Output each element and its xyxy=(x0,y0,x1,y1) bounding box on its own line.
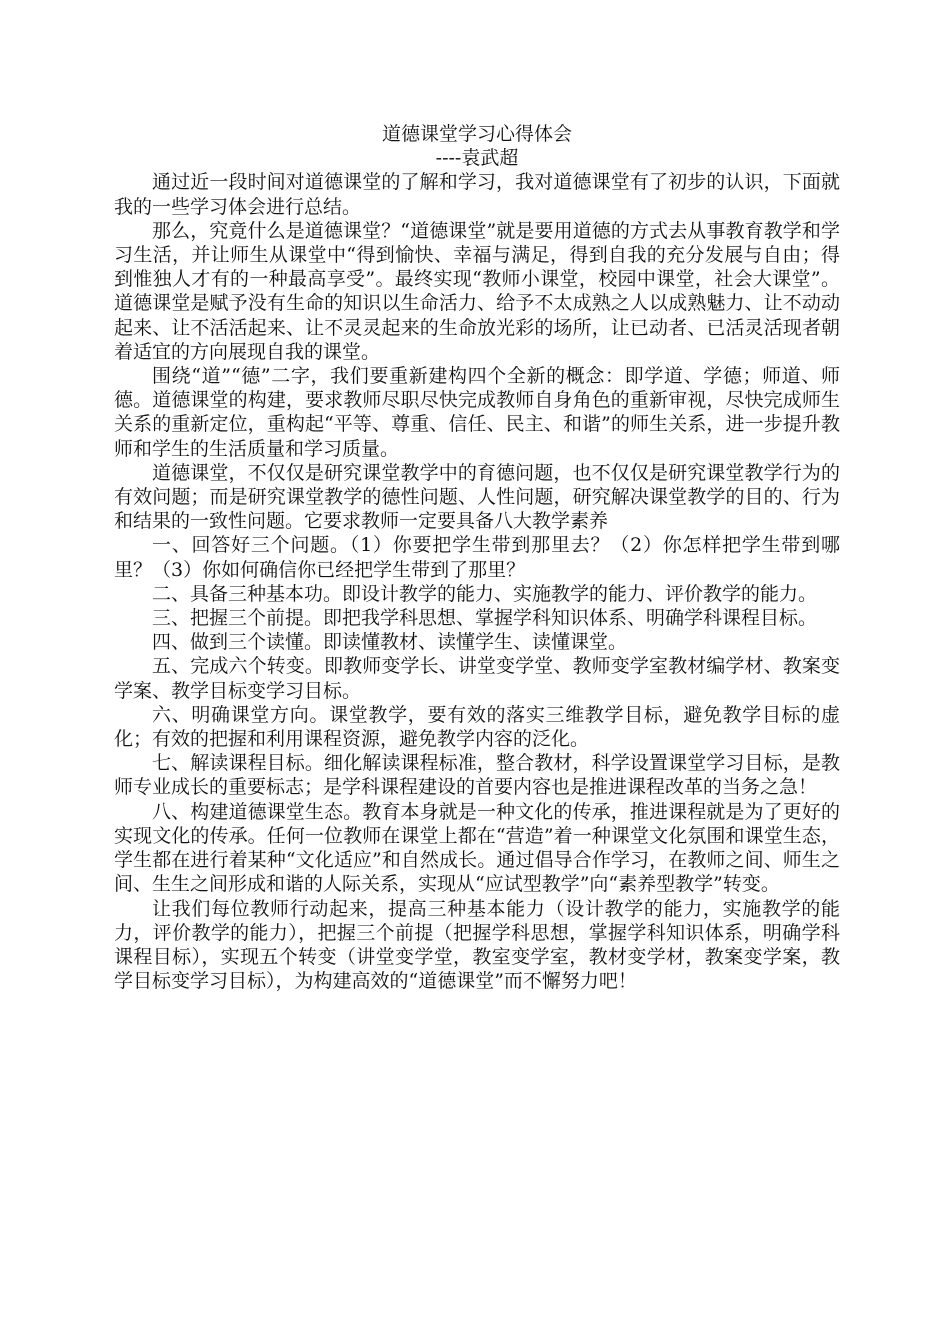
paragraph-conclusion: 让我们每位教师行动起来，提高三种基本能力（设计教学的能力，实施教学的能力，评价教学的能力），把握三个前提（把握学科思想，掌握学科知识体系，明确学科课程目标），实现五个转变（讲堂变学堂，教室变学室，教材变学材，教案变学案，教学目标变学习目标），为构建高效的“道德课堂”而不懈努力吧！ xyxy=(114,897,840,993)
list-item-4: 四、做到三个读懂。即读懂教材、读懂学生、读懂课堂。 xyxy=(152,631,628,654)
paragraph-literacies-intro: 道德课堂，不仅仅是研究课堂教学中的育德问题，也不仅仅是研究课堂教学行为的有效问题；而是研究课堂教学的德性问题、人性问题，研究解决课堂教学的目的、行为和结果的一致性问题。它要求教师一定要具备八大教学素养 xyxy=(114,461,840,533)
list-item-8: 八、构建道德课堂生态。教育本身就是一种文化的传承，推进课程就是为了更好的实现文化的传承。任何一位教师在课堂上都在“营造”着一种课堂文化氛围和课堂生态，学生都在进行着某种“文化适应”和自然成长。通过倡导合作学习，在教师之间、师生之间、生生之间形成和谐的人际关系，实现从“应试型教学”向“素养型教学”转变。 xyxy=(114,800,840,896)
list-item-7: 七、解读课程目标。细化解读课程标准，整合教材，科学设置课堂学习目标，是教师专业成长的重要标志；是学科课程建设的首要内容也是推进课程改革的当务之急！ xyxy=(114,752,840,799)
list-item-5: 五、完成六个转变。即教师变学长、讲堂变学堂、教师变学室教材编学材、教案变学案、教学目标变学习目标。 xyxy=(114,655,840,702)
paragraph-definition: 那么，究竟什么是道德课堂？“道德课堂”就是要用道德的方式去从事教育教学和学习生活，并让师生从课堂中“得到愉快、幸福与满足，得到自我的充分发展与自由；得到惟独人才有的一种最高享受”。最终实现“教师小课堂，校园中课堂，社会大课堂”。道德课堂是赋予没有生命的知识以生命活力、给予不太成熟之人以成熟魅力、让不动动起来、让不活活起来、让不灵灵起来的生命放光彩的场所，让已动者、已活灵活现者朝着适宜的方向展现自我的课堂。 xyxy=(114,219,840,363)
document-page xyxy=(114,122,840,993)
document-title: 道德课堂学习心得体会 xyxy=(381,123,572,145)
paragraph-concepts: 围绕“道”“德”二字，我们要重新建构四个全新的概念：即学道、学德；师道、师德。道德课堂的构建，要求教师尽职尽快完成教师自身角色的重新审视，尽快完成师生关系的重新定位，重构起“平等、尊重、信任、民主、和谐”的师生关系，进一步提升教师和学生的生活质量和学习质量。 xyxy=(114,365,840,460)
list-item-2: 二、具备三种基本功。即设计教学的能力、实施教学的能力、评价教学的能力。 xyxy=(152,582,818,605)
paragraph-intro: 通过近一段时间对道德课堂的了解和学习，我对道德课堂有了初步的认识，下面就我的一些学习体会进行总结。 xyxy=(114,171,840,218)
document-author: ----袁武超 xyxy=(435,147,519,170)
list-item-1: 一、回答好三个问题。（1）你要把学生带到那里去？（2）你怎样把学生带到哪里？（3）你如何确信你已经把学生带到了那里？ xyxy=(114,534,840,581)
list-item-3: 三、把握三个前提。即把我学科思想、掌握学科知识体系、明确学科课程目标。 xyxy=(152,607,818,630)
list-item-6: 六、明确课堂方向。课堂教学，要有效的落实三维教学目标，避免教学目标的虚化；有效的把握和利用课程资源，避免教学内容的泛化。 xyxy=(114,703,840,751)
